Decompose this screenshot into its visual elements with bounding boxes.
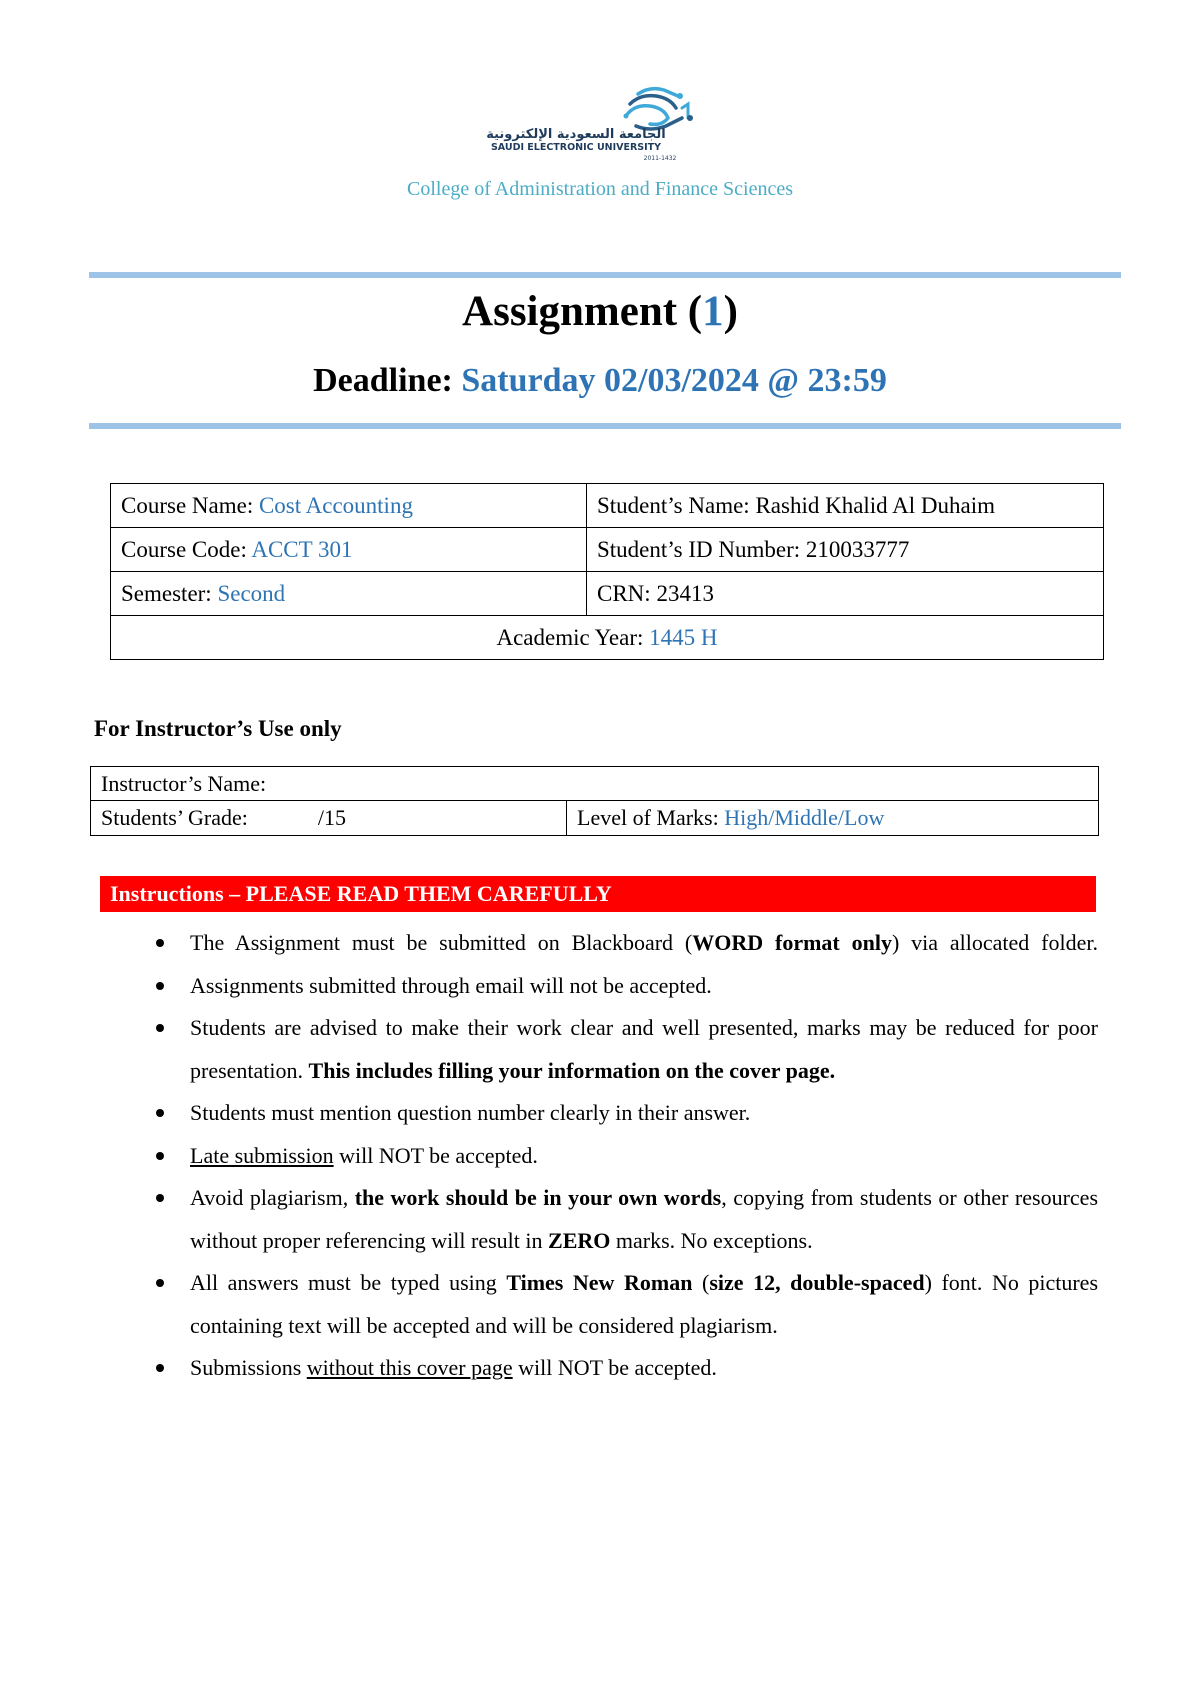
item-text-bold: Times New Roman	[506, 1270, 693, 1295]
table-row	[111, 528, 1104, 572]
student-name-cell	[587, 484, 1104, 528]
semester-label: Semester:	[121, 580, 218, 606]
item-text-bold: WORD format only	[692, 930, 892, 955]
list-item	[190, 1007, 1098, 1092]
table-row	[111, 572, 1104, 616]
item-text-bold: ZERO	[548, 1227, 611, 1253]
instructor-name-label: Instructor’s Name:	[101, 770, 267, 796]
table-row	[111, 484, 1104, 528]
crn-label: CRN:	[597, 580, 657, 606]
course-code-value: ACCT 301	[251, 536, 353, 562]
academic-year-value: 1445 H	[649, 624, 718, 650]
list-item	[190, 965, 1098, 1008]
instructor-use-heading: For Instructor’s Use only	[94, 716, 342, 741]
list-item	[190, 1262, 1098, 1347]
top-divider	[89, 272, 1121, 278]
instructions-banner: Instructions – PLEASE READ THEM CAREFULLY	[100, 876, 1096, 912]
student-id-cell	[587, 528, 1104, 572]
deadline	[0, 360, 1200, 402]
list-item	[190, 1092, 1098, 1135]
item-text: marks. No exceptions.	[610, 1227, 813, 1253]
item-text: Students must mention question number clearly in their answer.	[190, 1100, 751, 1125]
course-code-cell	[111, 528, 587, 572]
crn-cell	[587, 572, 1104, 616]
level-value: High/Middle/Low	[724, 805, 885, 830]
course-name-value: Cost Accounting	[258, 492, 413, 518]
item-text: will NOT be accepted.	[333, 1142, 538, 1168]
deadline-value: Saturday 02/03/2024 @ 23:59	[461, 362, 887, 399]
item-text: All answers must be typed using	[190, 1270, 507, 1295]
item-text: Students are advised to make their work clear and well presented, marks may be reduced for poor presentation.	[190, 1015, 1098, 1083]
item-text: will NOT be accepted.	[512, 1355, 717, 1380]
deadline-label: Deadline:	[313, 362, 462, 399]
academic-year-label: Academic Year:	[496, 624, 650, 650]
instructor-name-cell[interactable]	[91, 767, 1099, 801]
level-label: Level of Marks:	[577, 805, 725, 830]
semester-value: Second	[217, 580, 286, 606]
crn-value: 23413	[656, 580, 714, 606]
item-text: (	[692, 1270, 710, 1295]
course-code-label: Course Code:	[121, 536, 252, 562]
item-text-underlined: Late submission	[190, 1142, 334, 1168]
item-text: Assignments submitted through email will not be accepted.	[190, 972, 712, 998]
table-row	[111, 616, 1104, 660]
grade-cell[interactable]	[91, 801, 567, 836]
level-cell[interactable]	[567, 801, 1099, 836]
logo-english-text: SAUDI ELECTRONIC UNIVERSITY	[490, 142, 662, 153]
logo-years-text: 2011-1432	[643, 155, 677, 162]
course-name-label: Course Name:	[121, 492, 259, 518]
list-item	[190, 1347, 1098, 1390]
title-prefix: Assignment (	[462, 288, 703, 335]
item-text: The Assignment must be submitted on Blackboard (	[190, 930, 693, 955]
grade-label: Students’ Grade:	[101, 805, 248, 830]
instructions-list	[190, 922, 1098, 1390]
bottom-divider	[89, 423, 1121, 429]
item-text: ) via allocated folder.	[891, 930, 1098, 955]
item-text-underlined: without this cover page	[306, 1355, 513, 1380]
student-name-label: Student’s Name:	[597, 492, 756, 518]
assignment-title	[0, 286, 1200, 338]
course-name-cell	[111, 484, 587, 528]
title-suffix: )	[723, 288, 738, 335]
list-item	[190, 1177, 1098, 1262]
logo-arabic-text: الجامعة السعودية الإلكترونية	[486, 127, 666, 142]
table-row	[91, 767, 1099, 801]
item-text: ) font. No pictures containing text will be accepted and will be considered plagiarism.	[190, 1270, 1099, 1338]
assignment-number: 1	[702, 288, 724, 335]
instructor-table	[90, 766, 1099, 836]
grade-value: /15	[317, 805, 346, 830]
list-item	[190, 1135, 1098, 1178]
item-text-bold: This includes filling your information on the cover page.	[308, 1057, 836, 1083]
academic-year-cell	[111, 616, 1104, 660]
college-name: College of Administration and Finance Sciences	[406, 178, 794, 200]
item-text-bold: size 12, double-spaced	[709, 1270, 925, 1295]
item-text: , copying from students or other resources without proper referencing will result in	[190, 1185, 1098, 1253]
student-id-value: 210033777	[805, 536, 910, 562]
university-logo	[460, 78, 750, 168]
logo-emblem-icon	[624, 89, 694, 129]
student-name-value: Rashid Khalid Al Duhaim	[755, 492, 996, 518]
item-text: Submissions	[190, 1355, 307, 1380]
course-info-table	[110, 483, 1104, 660]
item-text: Avoid plagiarism,	[190, 1185, 355, 1210]
semester-cell	[111, 572, 587, 616]
table-row	[91, 801, 1099, 836]
item-text-bold: the work should be in your own words	[354, 1185, 722, 1210]
list-item	[190, 922, 1098, 965]
student-id-label: Student’s ID Number:	[597, 536, 806, 562]
